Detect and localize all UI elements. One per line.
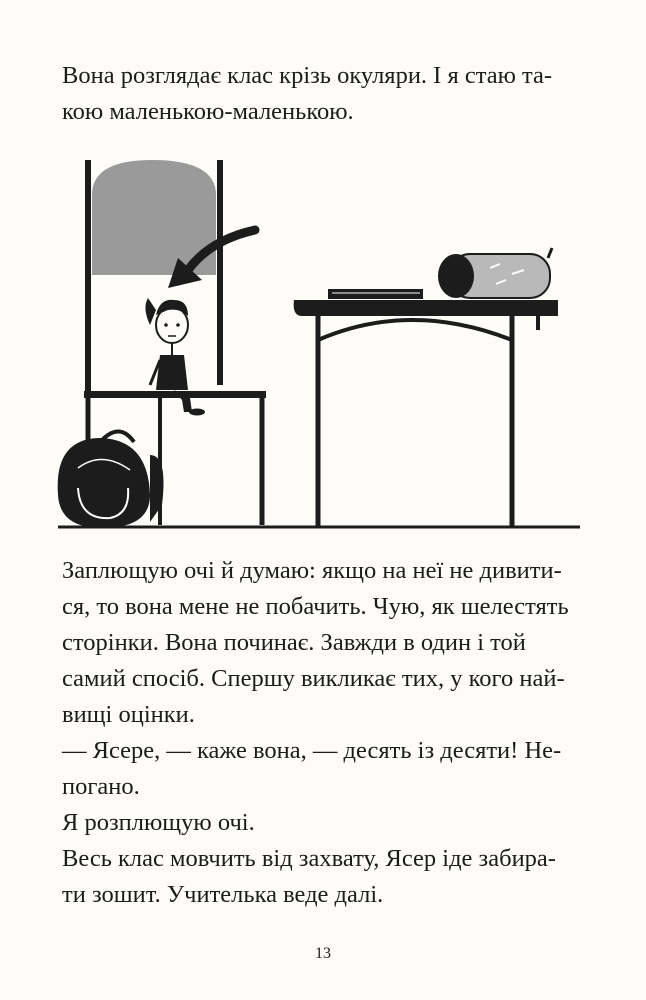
text-line: Весь клас мовчить від захвату, Ясер іде забира- (62, 845, 556, 872)
text-line: ти зошит. Учителька веде далі. (62, 881, 384, 908)
text-line: Заплющую очі й думаю: якщо на неї не дивити- (62, 557, 562, 584)
text-line: ся, то вона мене не побачить. Чую, як шелестять (62, 593, 569, 620)
backpack (58, 431, 164, 528)
page-number: 13 (315, 945, 331, 962)
text-line: сторінки. Вона починає. Завжди в один і той (62, 629, 526, 656)
text-line: кою маленькою-маленькою. (62, 98, 354, 125)
pencil-case (438, 248, 552, 298)
text-line: самий спосіб. Спершу викликає тих, у кого най- (62, 665, 565, 692)
desk (294, 300, 558, 527)
text-line: погано. (62, 773, 140, 800)
window (88, 160, 220, 395)
text-line: Я розплющую очі. (62, 809, 255, 836)
text-line: вищі оцінки. (62, 701, 195, 728)
notebook (328, 289, 423, 299)
paragraph-top (62, 58, 592, 130)
text-line: — Ясере, — каже вона, — десять із десяти! Не- (62, 737, 562, 764)
illustration (50, 150, 590, 540)
text-line: Вона розглядає клас крізь окуляри. І я стаю та- (62, 62, 553, 89)
paragraph-bottom (62, 553, 592, 913)
